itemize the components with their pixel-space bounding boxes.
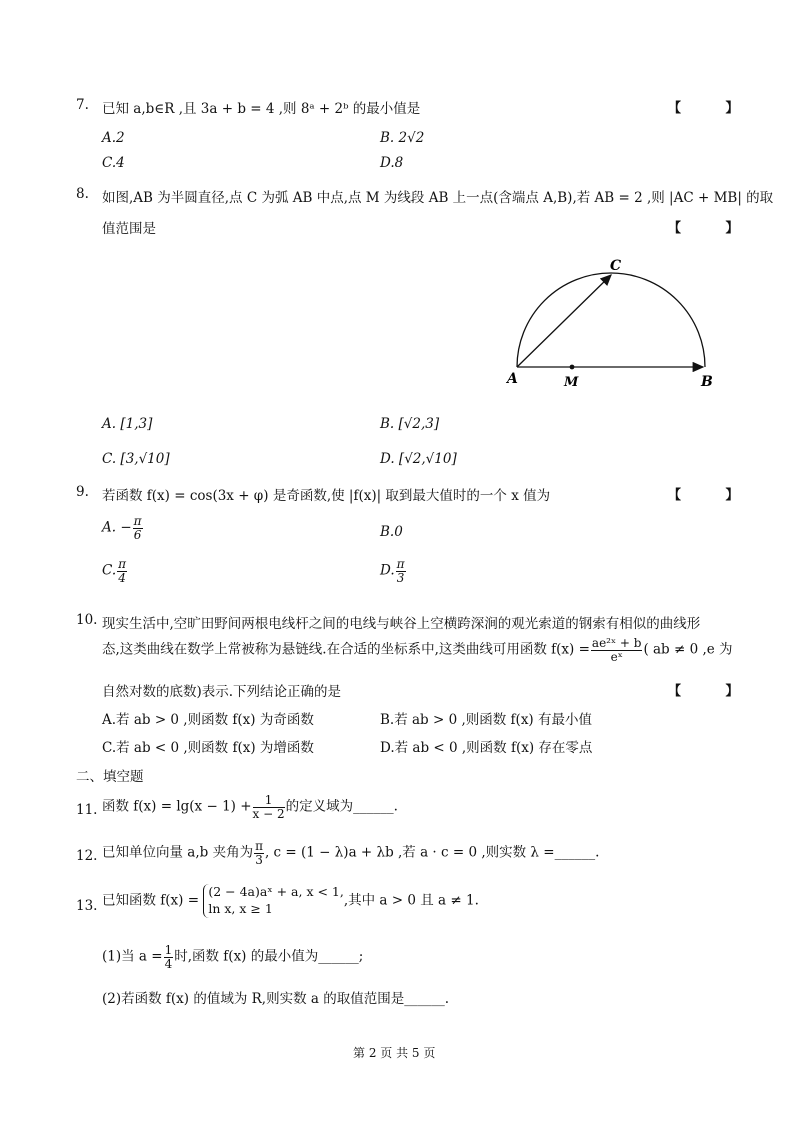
q9-option-d-fraction [396,558,406,584]
q9-option-c-num: π [118,557,127,571]
label-a: A [507,371,518,387]
q13-sub2: (2)若函数 f(x) 的值域为 R,则实数 a 的取值范围是______. [102,991,450,1007]
q13-case2: ln x, x ≥ 1 [208,900,273,916]
label-c: C [610,258,622,274]
q13-number: 13. [76,898,98,914]
q10-option-b: B.若 ab > 0 ,则函数 f(x) 有最小值 [380,712,592,728]
q10-option-d: D.若 ab < 0 ,则函数 f(x) 存在零点 [380,740,593,756]
q9-option-d [380,558,407,584]
q9-stem: 若函数 f(x) = cos(3x + φ) 是奇函数,使 |f(x)| 取到最大值时的一个 x 值为 [102,488,551,504]
q12-frac-num: π [255,839,263,853]
q10-line1: 现实生活中,空旷田野间两根电线杆之间的电线与峡谷上空横跨深涧的观光索道的钢索有相似的曲线形 [102,616,701,632]
q13-case1: (2 − 4a)aˣ + a, x < 1, [208,884,344,899]
q13-piecewise [203,884,344,918]
q10-frac-num: ae²ˣ + b [591,636,642,650]
q12-pre: 已知单位向量 a,b 夹角为 [102,844,254,861]
q12-stem [102,840,599,866]
q9-option-a-den: 6 [133,527,142,542]
q7-stem: 已知 a,b∈R ,且 3a + b = 4 ,则 8ᵃ + 2ᵇ 的最小值是 [102,101,421,117]
q13-sub1 [102,944,363,970]
q9-option-a-num: π [133,514,142,528]
q7-number: 7. [76,97,89,113]
q9-option-c-den: 4 [118,570,126,585]
q10-number: 10. [76,612,98,628]
section-heading-fill-in: 二、填空题 [76,769,144,785]
q10-catenary-fraction [591,637,643,663]
q10-line3: 自然对数的底数)表示.下列结论正确的是 [102,684,342,700]
q9-option-c [102,558,128,584]
q12-number: 12. [76,848,98,864]
q11-frac-num: 1 [253,794,285,808]
q11-number: 11. [76,802,98,818]
q8-stem-line1: 如图,AB 为半圆直径,点 C 为弧 AB 中点,点 M 为线段 AB 上一点(含端点 A,B),若 AB = 2 ,则 |AC + MB| 的取 [102,190,774,206]
q11-fraction [253,794,285,820]
q8-option-c: C. [3,√10] [102,451,170,467]
q10-option-a: A.若 ab > 0 ,则函数 f(x) 为奇函数 [102,712,314,728]
q9-answer-bracket: 【 】 [668,488,759,503]
q9-option-d-num: π [396,557,405,571]
q9-option-a-prefix: A. − [102,519,132,536]
q11-frac-den: x − 2 [252,806,285,821]
q8-option-d: D. [√2,√10] [380,451,457,467]
q7-answer-bracket: 【 】 [668,101,759,116]
page-footer: 第 2 页 共 5 页 [353,1046,436,1060]
q12-fraction [254,840,264,866]
q10-line2-pre: 态,这类曲线在数学上常被称为悬链线.在合适的坐标系中,这类曲线可用函数 f(x) = [102,641,590,658]
q9-option-a-fraction [133,515,143,541]
q13-sub1-post: 时,函数 f(x) 的最小值为______; [174,948,364,965]
point-m-dot [570,365,575,370]
q9-option-b: B.0 [380,524,403,540]
q7-option-c: C.4 [102,155,125,171]
q7-option-b: B. 2√2 [380,130,425,146]
q9-option-c-prefix: C. [102,562,117,579]
q9-option-c-fraction [117,558,127,584]
q13-post: ,其中 a > 0 且 a ≠ 1. [343,892,479,909]
q7-option-a: A.2 [102,130,125,146]
q8-option-a: A. [1,3] [102,416,153,432]
q13-sub1-fraction [164,944,174,970]
q9-option-d-prefix: D. [380,562,395,579]
label-b: B [701,374,713,390]
q10-line2 [102,637,733,663]
q12-post: , c = (1 − λ)a + λb ,若 a · c = 0 ,则实数 λ =______. [264,844,600,861]
q13-stem [102,884,479,918]
q8-option-b: B. [√2,3] [380,416,440,432]
q13-sub1-pre: (1)当 a = [102,948,163,965]
q11-stem [102,794,398,820]
q11-pre: 函数 f(x) = lg(x − 1) + [102,798,252,815]
q10-line2-post: ( ab ≠ 0 ,e 为 [643,641,733,658]
semicircle-arc [517,273,705,367]
q8-semicircle-figure [500,250,730,395]
q9-option-a [102,515,144,541]
q10-answer-bracket: 【 】 [668,684,759,699]
q11-post: 的定义域为______. [285,798,398,815]
q9-option-d-den: 3 [396,570,405,585]
q7-option-d: D.8 [380,155,404,171]
q10-frac-den: eˣ [610,649,623,664]
q13-pre: 已知函数 f(x) = [102,892,200,909]
vector-ac-arrow [517,275,611,367]
q8-number: 8. [76,186,89,202]
q13-sub1-num: 1 [164,943,173,957]
q9-number: 9. [76,484,89,500]
q13-sub1-den: 4 [164,956,173,971]
q8-stem-line2: 值范围是 [102,221,156,237]
q10-option-c: C.若 ab < 0 ,则函数 f(x) 为增函数 [102,740,314,756]
q8-answer-bracket: 【 】 [668,221,759,236]
label-m: M [564,375,579,390]
q12-frac-den: 3 [255,852,263,867]
